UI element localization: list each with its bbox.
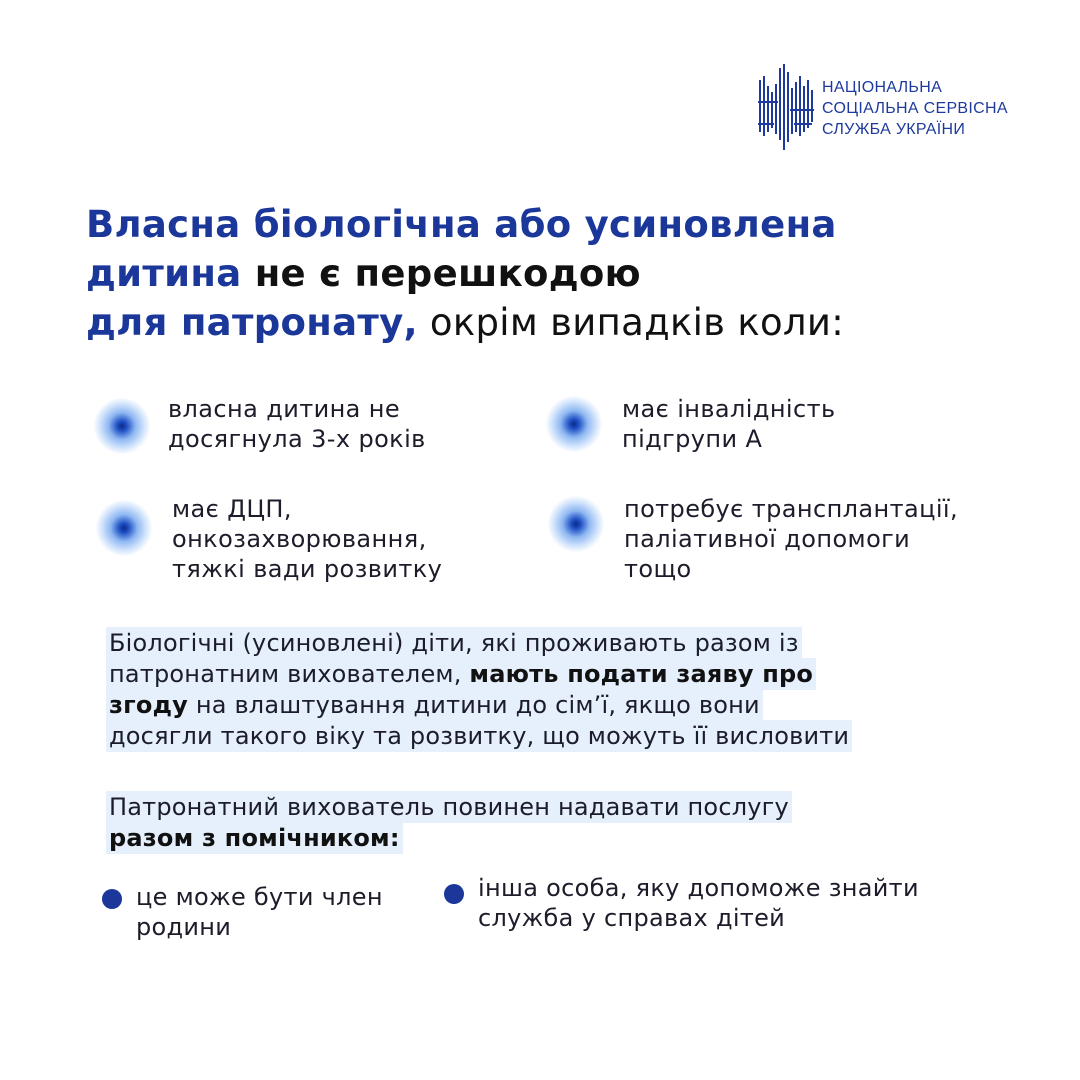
note-line: патронатним вихователем,	[109, 660, 470, 688]
helper-item	[136, 882, 383, 942]
case-line: підгрупи А	[622, 425, 763, 453]
case-line: має ДЦП,	[172, 495, 292, 523]
headline-part-5: окрім випадків коли:	[417, 301, 844, 344]
headline-part-3: не є перешкодою	[241, 252, 641, 295]
note-line: Біологічні (усиновлені) діти, які проживають разом із	[109, 629, 799, 657]
nssu-logo	[756, 62, 1036, 152]
case-line: має інвалідність	[622, 395, 836, 423]
headline-part-1: Власна біологічна або усиновлена	[86, 203, 837, 246]
brand-line-3: СЛУЖБА УКРАЇНИ	[822, 121, 966, 138]
case-line: власна дитина не	[168, 395, 401, 423]
bullet-glow-icon	[548, 496, 604, 552]
headline-part-4: для патронату,	[86, 301, 418, 344]
note-emphasis: разом з помічником:	[109, 824, 400, 852]
case-line: паліативної допомоги	[624, 525, 911, 553]
headline-part-2: дитина	[86, 252, 242, 295]
nssu-logo-icon	[756, 62, 816, 152]
case-line: тощо	[624, 555, 692, 583]
brand-line-1: НАЦІОНАЛЬНА	[822, 79, 943, 96]
headline	[86, 200, 1006, 347]
note-line: на влаштування дитини до сім’ї, якщо вони	[188, 691, 760, 719]
case-line: досягнула 3-х років	[168, 425, 426, 453]
bullet-glow-icon	[96, 500, 152, 556]
consent-note	[106, 628, 852, 752]
note-emphasis: згоду	[109, 691, 188, 719]
bullet-glow-icon	[94, 398, 150, 454]
note-emphasis: мають подати заяву про	[469, 660, 814, 688]
helper-line: служба у справах дітей	[478, 904, 786, 932]
note-line: досягли такого віку та розвитку, що можуть її висловити	[109, 722, 850, 750]
helper-line: родини	[136, 913, 232, 941]
case-line: онкозахворювання,	[172, 525, 427, 553]
helper-line: це може бути член	[136, 883, 383, 911]
helper-line: інша особа, яку допоможе знайти	[478, 874, 919, 902]
helper-item	[478, 873, 919, 933]
bullet-dot-icon	[102, 889, 122, 909]
bullet-dot-icon	[444, 884, 464, 904]
case-line: потребує трансплантації,	[624, 495, 958, 523]
bullet-glow-icon	[546, 396, 602, 452]
assistant-note	[106, 792, 792, 854]
note-line: Патронатний вихователь повинен надавати послугу	[109, 793, 789, 821]
brand-name	[822, 77, 1008, 140]
brand-line-2: СОЦІАЛЬНА СЕРВІСНА	[822, 100, 1008, 117]
case-line: тяжкі вади розвитку	[172, 555, 443, 583]
